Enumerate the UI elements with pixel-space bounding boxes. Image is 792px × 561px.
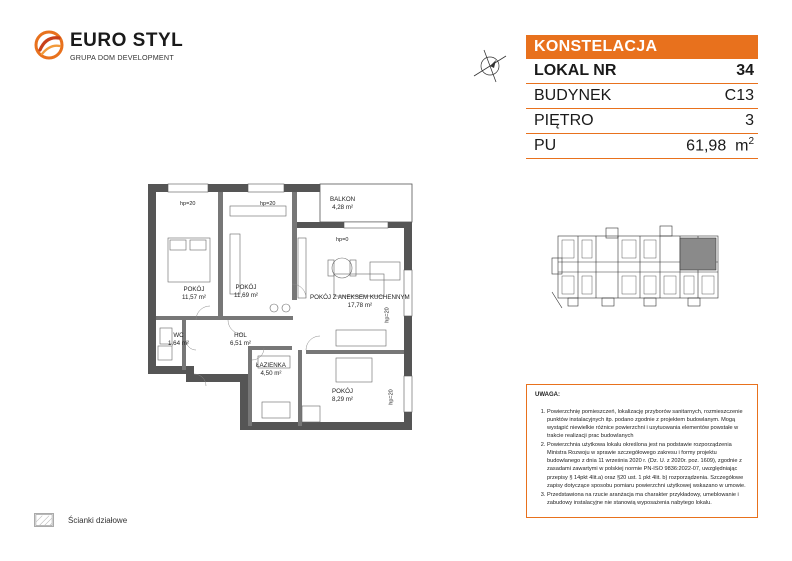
room-area: 17,78 m² xyxy=(347,301,373,309)
building-site-plan xyxy=(548,222,722,318)
partition-wall-swatch xyxy=(34,513,54,527)
room-name: POKÓJ xyxy=(235,284,257,291)
room-area: 4,28 m² xyxy=(332,203,354,211)
building-value: C13 xyxy=(724,87,754,104)
brand-name: EURO STYL xyxy=(70,30,184,51)
note-item: 3. Przedstawiona na rzucie aranżacja ma charakter przykładowy, umeblowanie i zabudowy instalacyjne nie stanowią wyposażenia nabytego lokalu. xyxy=(547,491,749,507)
compass-icon xyxy=(470,46,510,86)
room-name: WC xyxy=(173,332,184,339)
unit-number-row xyxy=(526,59,758,84)
building-row xyxy=(526,84,758,109)
floor-plan xyxy=(148,180,416,432)
unit-number-value: 34 xyxy=(736,62,754,79)
area-unit-sup: 2 xyxy=(748,135,754,147)
note-item: 1. Powierzchnię pomieszczeń, lokalizację przyborów sanitarnych, rozmieszczenie punktów instalacyjnych itp. podano zgodnie z projektem budowlanym. Mogą wystąpić niewielkie różnice powierzchni i usytuowania elementów powstałe w trakcie realizacji prac budowlanych xyxy=(547,408,749,440)
room-name: POKÓJ Z ANEKSEM KUCHENNYM xyxy=(310,294,410,301)
floor-value: 3 xyxy=(745,112,754,129)
height-label: hp=20 xyxy=(388,389,395,405)
area-row xyxy=(526,134,758,159)
floor-label: PIĘTRO xyxy=(534,112,594,129)
area-label: PU xyxy=(534,137,557,154)
area-value-group xyxy=(686,136,754,155)
highlighted-unit xyxy=(680,238,716,270)
height-label: hp=20 xyxy=(384,307,391,323)
room-living-kitchen xyxy=(310,294,410,310)
area-value: 61,98 xyxy=(686,137,727,154)
project-name: KONSTELACJA xyxy=(526,35,758,59)
room-area: 11,57 m² xyxy=(182,293,206,301)
room-area: 8,29 m² xyxy=(332,395,353,403)
height-label: hp=20 xyxy=(260,201,276,207)
room-bedroom-1 xyxy=(182,286,206,302)
notes-title: UWAGA: xyxy=(535,392,560,398)
room-area: 11,69 m² xyxy=(234,291,258,299)
room-name: POKÓJ xyxy=(332,388,353,395)
room-hall xyxy=(230,332,251,348)
room-area: 1,64 m² xyxy=(168,339,189,347)
note-item: 2. Powierzchnia użytkowa lokalu określona jest na podstawie rozporządzenia Ministra Rozwoju w sprawie szczegółowego zakresu i formy projektu budowlanego z dnia 11 września 2020 r. (Dz. U. z 2020r. poz. 1609), zgodnie z zasadami zawartymi w polskiej normie PN-ISO 9836:2022-07, uwzględniając przepisy § 14pkt 4lit.a) oraz §20 ust. 1 pkt 4lit. b) rozporządzenia. Szczegółowe zapisy dotyczące sposobu pomiaru powierzchni użytkowej wskazano w umowie. xyxy=(547,441,749,490)
room-balcony xyxy=(330,196,355,212)
legend-label: Ścianki działowe xyxy=(68,515,128,525)
notes-list xyxy=(535,408,749,507)
room-wc xyxy=(168,332,189,348)
height-label: hp=0 xyxy=(336,237,349,243)
room-name: ŁAZIENKA xyxy=(256,362,286,369)
room-name: POKÓJ xyxy=(183,286,205,293)
area-unit: m xyxy=(735,137,749,154)
building-label: BUDYNEK xyxy=(534,87,612,104)
room-name: HOL xyxy=(234,332,247,339)
room-name: BALKON xyxy=(330,196,356,203)
height-label: hp=20 xyxy=(180,201,196,207)
notes-box xyxy=(526,384,758,518)
unit-number-label: LOKAL NR xyxy=(534,62,617,79)
room-bedroom-3 xyxy=(332,388,353,404)
room-bathroom xyxy=(256,362,286,378)
legend xyxy=(34,513,127,527)
room-area: 6,51 m² xyxy=(230,339,251,347)
unit-info-panel xyxy=(526,35,758,159)
euro-styl-logo-icon xyxy=(34,30,64,60)
room-area: 4,50 m² xyxy=(260,369,282,377)
floor-row xyxy=(526,109,758,134)
euro-styl-logo xyxy=(34,28,184,68)
brand-subtitle: GRUPA DOM DEVELOPMENT xyxy=(70,53,174,62)
room-bedroom-2 xyxy=(234,284,258,300)
